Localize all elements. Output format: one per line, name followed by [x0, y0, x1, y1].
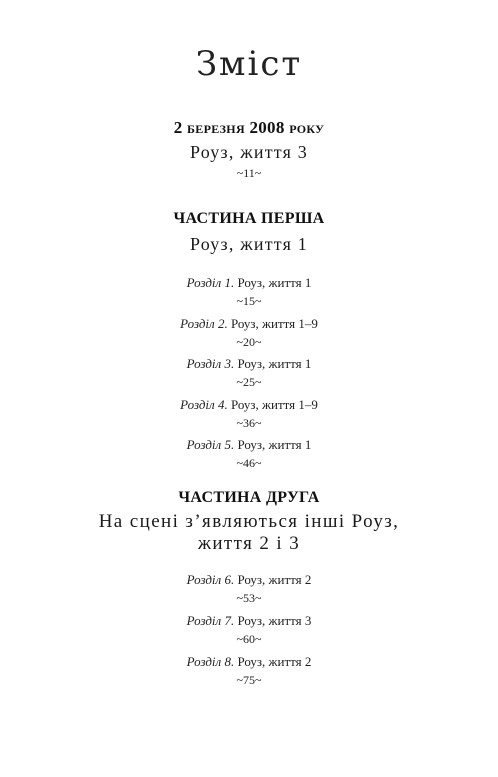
chapter-8-page: ~75~	[236, 673, 262, 687]
chapter-label: Розділ 8.	[186, 654, 235, 669]
toc-entry-chapter-7[interactable]	[0, 613, 498, 629]
part2-subtitle-line2: життя 2 і 3	[197, 533, 301, 554]
chapter-7-page: ~60~	[236, 632, 262, 646]
part1-subtitle: Роуз, життя 1	[190, 234, 308, 254]
chapter-1-page: ~15~	[236, 294, 262, 308]
chapter-title: Роуз, життя 1	[234, 275, 312, 290]
chapter-label: Розділ 2.	[180, 316, 228, 331]
chapter-label: Розділ 4.	[180, 397, 228, 412]
chapter-3-page: ~25~	[236, 375, 262, 389]
toc-entry-chapter-8[interactable]	[0, 654, 498, 670]
chapter-title: Роуз, життя 2	[234, 654, 312, 669]
chapter-6-page: ~53~	[236, 591, 262, 605]
toc-entry-chapter-2[interactable]	[0, 316, 498, 332]
toc-entry-chapter-4[interactable]	[0, 397, 498, 413]
part2-subtitle-line1: На сцені з’являються інші Роуз,	[98, 511, 400, 532]
chapter-title: Роуз, життя 1–9	[227, 397, 318, 412]
chapter-label: Розділ 1.	[186, 275, 235, 290]
toc-entry-chapter-5[interactable]	[0, 437, 498, 453]
chapter-4-page: ~36~	[236, 416, 262, 430]
chapter-5-page: ~46~	[236, 456, 262, 470]
toc-entry-chapter-6[interactable]	[0, 572, 498, 588]
prologue-heading: 2 березня 2008 року	[173, 118, 325, 137]
page-title: Зміст	[195, 44, 303, 84]
chapter-label: Розділ 7.	[186, 613, 235, 628]
prologue-page: ~11~	[236, 166, 262, 180]
toc-entry-chapter-1[interactable]	[0, 275, 498, 291]
chapter-title: Роуз, життя 1	[234, 437, 312, 452]
chapter-title: Роуз, життя 3	[234, 613, 312, 628]
part2-heading: ЧАСТИНА ДРУГА	[178, 489, 320, 506]
chapter-label: Розділ 5.	[186, 437, 235, 452]
chapter-label: Розділ 3.	[186, 356, 235, 371]
chapter-title: Роуз, життя 2	[234, 572, 312, 587]
chapter-2-page: ~20~	[236, 335, 262, 349]
chapter-title: Роуз, життя 1	[234, 356, 312, 371]
part1-heading: ЧАСТИНА ПЕРША	[173, 210, 325, 227]
toc-entry-chapter-3[interactable]	[0, 356, 498, 372]
prologue-subtitle: Роуз, життя 3	[190, 142, 308, 162]
chapter-title: Роуз, життя 1–9	[227, 316, 318, 331]
chapter-label: Розділ 6.	[186, 572, 235, 587]
